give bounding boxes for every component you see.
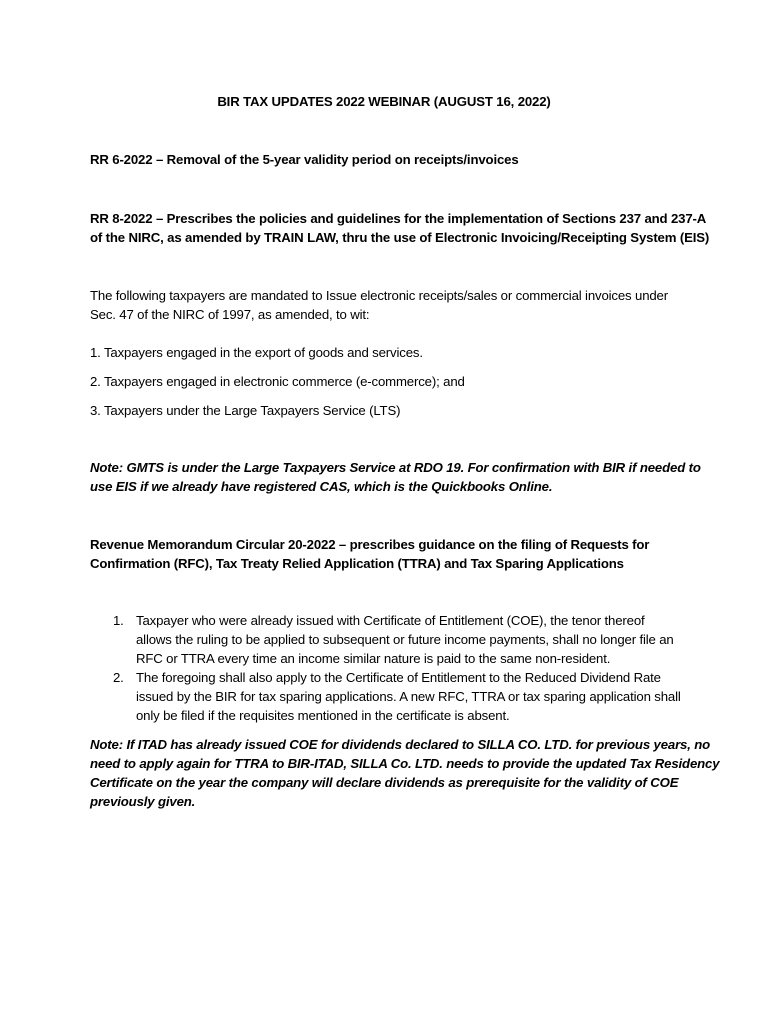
note1-line-2: use EIS if we already have registered CAS, which is the Quickbooks Online. [90, 479, 553, 494]
note2-line-4: previously given. [90, 794, 196, 809]
rmc-item-1-line-3: RFC or TTRA every time an income similar nature is paid to the same non-resident. [136, 651, 611, 666]
mandate-list-item: 3. Taxpayers under the Large Taxpayers Service (LTS) [90, 403, 401, 418]
mandate-list-item: 2. Taxpayers engaged in electronic commerce (e-commerce); and [90, 374, 465, 389]
rmc-item-1-line-1: Taxpayer who were already issued with Certificate of Entitlement (COE), the tenor thereof [136, 613, 645, 628]
rmc-item-1-line-2: allows the ruling to be applied to subsequent or future income payments, shall no longer file an [136, 632, 674, 647]
rmc-item-2-line-1: The foregoing shall also apply to the Certificate of Entitlement to the Reduced Dividend Rate [136, 670, 661, 685]
rmc-heading-line-1: Revenue Memorandum Circular 20-2022 – prescribes guidance on the filing of Requests for [90, 537, 650, 552]
rr8-heading-line-2: of the NIRC, as amended by TRAIN LAW, thru the use of Electronic Invoicing/Receipting System (EIS) [90, 230, 710, 245]
note2-line-2: need to apply again for TTRA to BIR-ITAD, SILLA Co. LTD. needs to provide the updated Tax Residency [90, 756, 720, 771]
note2-line-3: Certificate on the year the company will declare dividends as prerequisite for the validity of COE [90, 775, 679, 790]
rmc-item-2-line-3: only be filed if the requisites mentioned in the certificate is absent. [136, 708, 510, 723]
rr6-heading: RR 6-2022 – Removal of the 5-year validity period on receipts/invoices [90, 152, 519, 167]
document-title: BIR TAX UPDATES 2022 WEBINAR (AUGUST 16, 2022) [217, 94, 551, 109]
rmc-item-number: 1. [113, 613, 124, 628]
mandate-intro-line-1: The following taxpayers are mandated to Issue electronic receipts/sales or commercial invoices under [90, 288, 668, 303]
rr8-heading-line-1: RR 8-2022 – Prescribes the policies and guidelines for the implementation of Sections 237 and 237-A [90, 211, 707, 226]
mandate-list-item: 1. Taxpayers engaged in the export of goods and services. [90, 345, 423, 360]
rmc-item-number: 2. [113, 670, 124, 685]
rmc-item-2-line-2: issued by the BIR for tax sparing applications. A new RFC, TTRA or tax sparing application shall [136, 689, 681, 704]
note2-line-1: Note: If ITAD has already issued COE for dividends declared to SILLA CO. LTD. for previous years, no [90, 737, 711, 752]
mandate-intro-line-2: Sec. 47 of the NIRC of 1997, as amended, to wit: [90, 307, 370, 322]
rmc-heading-line-2: Confirmation (RFC), Tax Treaty Relied Application (TTRA) and Tax Sparing Applications [90, 556, 624, 571]
note1-line-1: Note: GMTS is under the Large Taxpayers Service at RDO 19. For confirmation with BIR if needed to [90, 460, 701, 475]
